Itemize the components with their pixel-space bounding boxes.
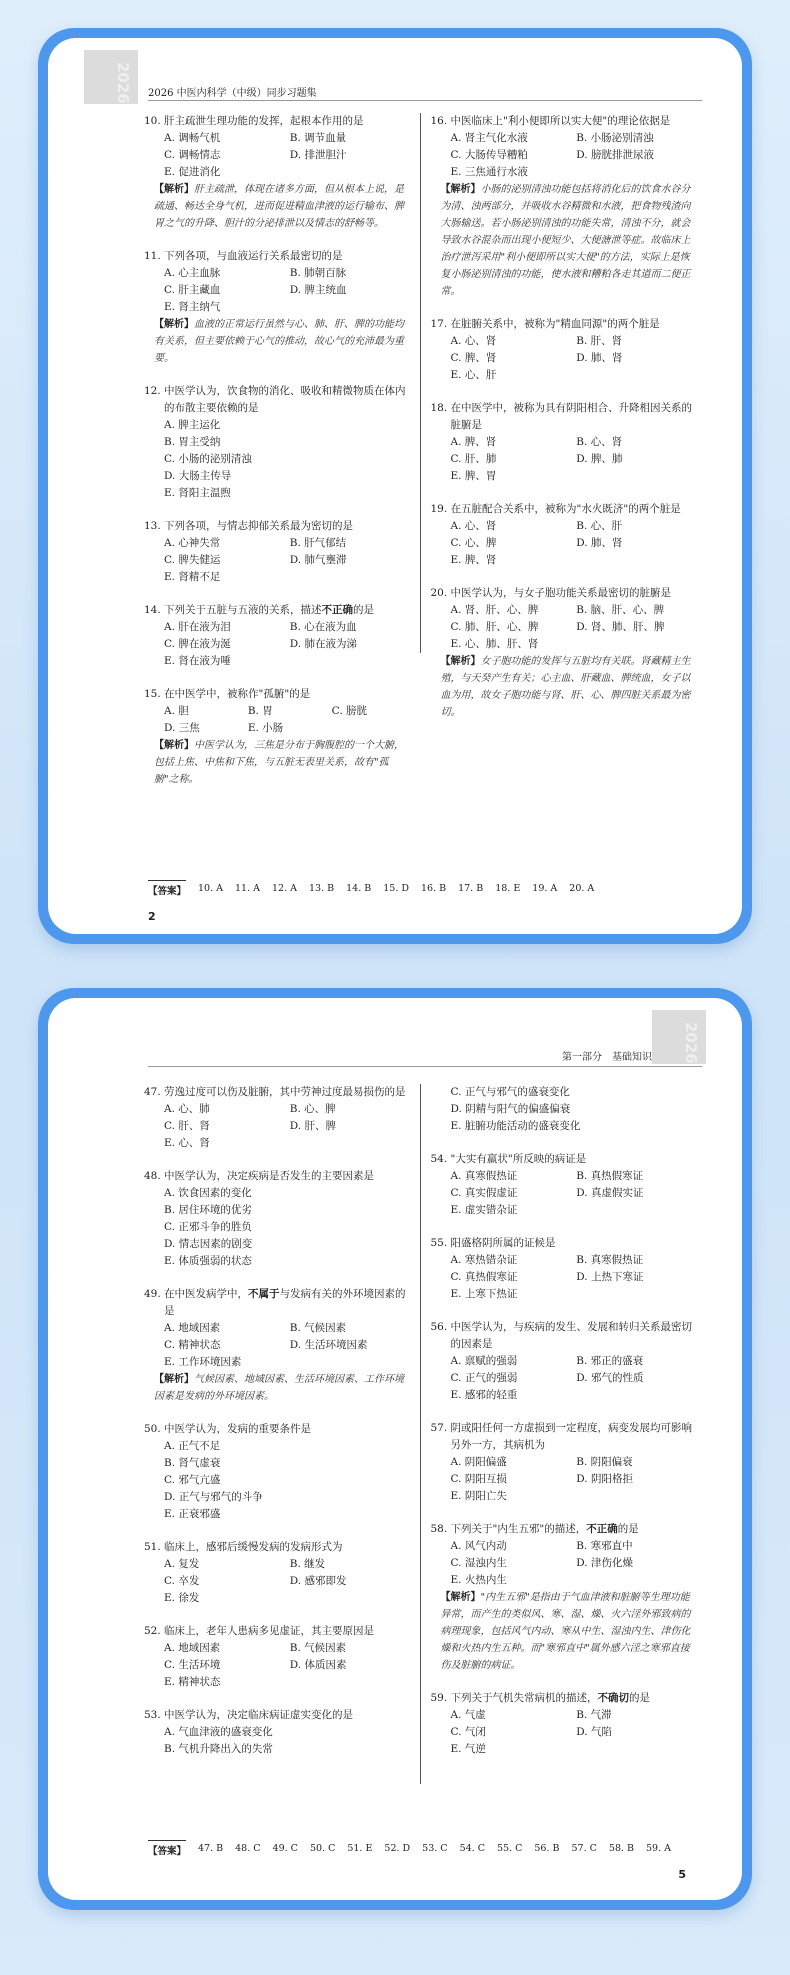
option-item: D. 气陷 xyxy=(576,1726,612,1738)
question xyxy=(144,1623,410,1691)
question-stem: 12. 中医学认为，饮食物的消化、吸收和精微物质在体内的布散主要依赖的是 xyxy=(144,385,406,414)
option-item: B. 居住环境的优劣 xyxy=(164,1204,252,1216)
option-item: A. 肝在液为泪 xyxy=(164,621,231,633)
answer-item: 19. A xyxy=(532,883,558,894)
question-stem: 57. 阴或阳任何一方虚损到一定程度，病变发展均可影响另外一方，其病机为 xyxy=(430,1422,693,1451)
option-item: E. 小肠 xyxy=(247,722,284,734)
options-list xyxy=(431,518,697,569)
option-item: A. 真寒假热证 xyxy=(450,1170,518,1182)
option-item: A. 地域因素 xyxy=(164,1322,221,1334)
analysis-tag: 【解析】 xyxy=(440,656,481,667)
option-item: C. 肝、肺 xyxy=(450,453,497,465)
question xyxy=(431,1521,697,1674)
question-stem: 19. 在五脏配合关系中，被称为"水火既济"的两个脏是 xyxy=(430,503,681,515)
option-item: C. 脾、肾 xyxy=(450,352,497,364)
options-list xyxy=(431,1454,697,1505)
option-item: B. 肺朝百脉 xyxy=(289,267,347,279)
option-item: C. 阴阳互损 xyxy=(450,1473,507,1485)
option-item: B. 心、肝 xyxy=(576,520,623,532)
left-column xyxy=(144,113,421,785)
question-stem: 51. 临床上，感邪后缓慢发病的发病形式为 xyxy=(144,1541,343,1553)
question-stem: 16. 中医临床上"利小便即所以实大便"的理论依据是 xyxy=(430,115,671,127)
question xyxy=(431,400,697,485)
question-stem: 54. "大实有羸状"所反映的病证是 xyxy=(430,1153,587,1165)
page-2 xyxy=(48,38,742,934)
question-stem-text: 58. 下列关于"内生五邪"的描述， xyxy=(430,1523,587,1535)
question-stem xyxy=(431,1521,697,1538)
options-list xyxy=(144,1556,410,1607)
options-list xyxy=(431,1168,697,1219)
option-item: E. 上寒下热证 xyxy=(450,1288,518,1300)
answer-key-label: 【答案】 xyxy=(148,880,186,897)
option-item: A. 禀赋的强弱 xyxy=(450,1355,518,1367)
question-stem-text: 的是 xyxy=(353,604,375,616)
option-item: A. 肾、肝、心、脾 xyxy=(450,604,539,616)
answer-item: 56. B xyxy=(534,1843,560,1854)
options-list xyxy=(144,1320,410,1371)
question xyxy=(144,602,410,670)
options-list xyxy=(431,602,697,653)
option-item: A. 脾主运化 xyxy=(164,419,221,431)
page-5-frame xyxy=(38,988,752,1910)
option-item: D. 津伤化燥 xyxy=(576,1557,633,1569)
option-item: E. 促进消化 xyxy=(164,166,221,178)
option-item: D. 阴精与阳气的偏盛偏衰 xyxy=(450,1103,571,1115)
running-head: 2026 中医内科学（中级）同步习题集 xyxy=(148,88,317,99)
question-stem: 18. 在中医学中，被称为具有阴阳相合、升降相因关系的脏腑是 xyxy=(430,402,693,431)
option-item: E. 工作环境因素 xyxy=(164,1356,242,1368)
option-item: C. 小肠的泌别清浊 xyxy=(164,453,252,465)
question-emphasis: 不属于 xyxy=(248,1288,280,1300)
answer-key xyxy=(148,880,702,897)
answer-item: 48. C xyxy=(235,1843,261,1854)
option-item: C. 气闭 xyxy=(450,1726,486,1738)
options-list xyxy=(431,130,697,181)
options-list xyxy=(144,1724,410,1758)
page-2-frame xyxy=(38,28,752,944)
question-stem-text: 49. 在中医发病学中， xyxy=(144,1288,249,1300)
option-item: B. 气候因素 xyxy=(289,1322,347,1334)
answer-key-label: 【答案】 xyxy=(148,1840,186,1857)
option-item: B. 肝气郁结 xyxy=(289,537,347,549)
option-item: C. 湿浊内生 xyxy=(450,1557,507,1569)
question xyxy=(431,1319,697,1404)
option-item: A. 调畅气机 xyxy=(164,132,221,144)
option-item: C. 大肠传导糟粕 xyxy=(450,149,528,161)
option-item: D. 肝、脾 xyxy=(289,1120,336,1132)
option-item: E. 虚实错杂证 xyxy=(450,1204,518,1216)
analysis-tag: 【解析】 xyxy=(440,1592,481,1603)
option-item: D. 排泄胆汁 xyxy=(289,149,347,161)
option-item: D. 真虚假实证 xyxy=(576,1187,644,1199)
option-item: C. 脾在液为涎 xyxy=(164,638,231,650)
option-item: C. 正气的强弱 xyxy=(450,1372,518,1384)
option-item: D. 正气与邪气的斗争 xyxy=(164,1491,263,1503)
option-item: C. 脾失健运 xyxy=(164,554,221,566)
option-item: A. 胆 xyxy=(164,705,189,717)
option-item: A. 饮食因素的变化 xyxy=(164,1187,252,1199)
options-list xyxy=(431,434,697,485)
analysis-text: 血液的正常运行虽然与心、肺、肝、脾的功能均有关系，但主要依赖于心气的推动，故心气的充沛最为重要。 xyxy=(154,319,404,364)
option-item: D. 膀胱排泄尿液 xyxy=(576,149,654,161)
option-item: C. 膀胱 xyxy=(331,705,367,717)
option-item: B. 心、肾 xyxy=(576,436,623,448)
year-tab: 2026 xyxy=(84,50,138,104)
question xyxy=(431,1690,697,1758)
analysis-tag: 【解析】 xyxy=(440,184,481,195)
analysis-tag: 【解析】 xyxy=(154,740,194,751)
analysis-tag: 【解析】 xyxy=(154,1374,194,1385)
option-item: D. 阴阳格拒 xyxy=(576,1473,633,1485)
option-item: E. 心、肝 xyxy=(450,369,497,381)
question-stem: 53. 中医学认为，决定临床病证虚实变化的是 xyxy=(144,1709,354,1721)
option-item: A. 心神失常 xyxy=(164,537,221,549)
option-item: E. 脾、肾 xyxy=(450,554,497,566)
header-rule xyxy=(148,100,702,101)
options-list xyxy=(431,1707,697,1758)
option-item: B. 脑、肝、心、脾 xyxy=(576,604,665,616)
question-stem: 56. 中医学认为，与疾病的发生、发展和转归关系最密切的因素是 xyxy=(430,1321,693,1350)
question-emphasis: 不确切 xyxy=(597,1692,630,1704)
answer-item: 18. E xyxy=(495,883,521,894)
option-item: D. 上热下寒证 xyxy=(576,1271,644,1283)
question xyxy=(144,686,410,788)
analysis-text: 中医学认为，三焦是分布于胸腹腔的一个大腑，包括上焦、中焦和下焦，与五脏无表里关系，故有"孤腑"之称。 xyxy=(154,740,404,785)
options-list xyxy=(144,1185,410,1270)
question-columns xyxy=(144,113,696,785)
question xyxy=(144,1084,410,1152)
analysis-tag: 【解析】 xyxy=(154,319,194,330)
option-item: E. 脏腑功能活动的盛衰变化 xyxy=(450,1120,581,1132)
option-item: D. 感邪即发 xyxy=(289,1575,347,1587)
option-item: E. 徐发 xyxy=(164,1592,200,1604)
answer-item: 57. C xyxy=(571,1843,597,1854)
options-list xyxy=(431,1252,697,1303)
options-list xyxy=(144,417,410,502)
option-item: C. 肺、肝、心、脾 xyxy=(450,621,539,633)
question xyxy=(144,1168,410,1270)
answer-item: 55. C xyxy=(496,1843,523,1854)
option-item: B. 阴阳偏衰 xyxy=(576,1456,633,1468)
year-tab: 2026 xyxy=(652,1010,706,1064)
option-item: C. 卒发 xyxy=(164,1575,200,1587)
option-item: E. 心、肾 xyxy=(164,1137,210,1149)
question-stem xyxy=(431,1690,697,1707)
question xyxy=(431,1084,697,1135)
question xyxy=(431,1235,697,1303)
option-item: A. 正气不足 xyxy=(164,1440,221,1452)
question xyxy=(431,501,697,569)
question-stem xyxy=(144,1286,410,1320)
answer-item: 50. C xyxy=(309,1843,336,1854)
answer-item: 47. B xyxy=(198,1843,224,1854)
question-stem-text: 的是 xyxy=(617,1523,639,1535)
option-item: D. 脾、肺 xyxy=(576,453,623,465)
question-stem: 48. 中医学认为，决定疾病是否发生的主要因素是 xyxy=(144,1170,375,1182)
analysis-note xyxy=(144,316,410,367)
answer-item: 49. C xyxy=(272,1843,298,1854)
question-stem: 55. 阳盛格阴所属的证候是 xyxy=(430,1237,556,1249)
option-item: C. 肝、肾 xyxy=(164,1120,210,1132)
option-item: E. 阴阳亡失 xyxy=(450,1490,507,1502)
option-item: A. 心、肾 xyxy=(450,520,497,532)
question xyxy=(144,113,410,232)
option-item: E. 肾精不足 xyxy=(164,571,221,583)
right-column xyxy=(421,1084,697,1784)
option-item: D. 肺在液为涕 xyxy=(289,638,357,650)
question xyxy=(144,1286,410,1405)
option-item: D. 三焦 xyxy=(164,722,200,734)
analysis-note xyxy=(431,1589,697,1674)
option-item: B. 气滞 xyxy=(576,1709,612,1721)
option-item: E. 脾、胃 xyxy=(450,470,497,482)
option-item: E. 感邪的轻重 xyxy=(450,1389,518,1401)
option-item: D. 肺、肾 xyxy=(576,537,623,549)
question-stem: 17. 在脏腑关系中，被称为"精血同源"的两个脏是 xyxy=(430,318,660,330)
option-item: A. 心主血脉 xyxy=(164,267,221,279)
answer-item: 12. A xyxy=(272,883,298,894)
answer-item: 51. E xyxy=(347,1843,373,1854)
analysis-note xyxy=(431,181,697,300)
page-number: 2 xyxy=(148,910,156,923)
analysis-note xyxy=(144,737,410,788)
options-list xyxy=(144,619,410,670)
option-item: D. 大肠主传导 xyxy=(164,470,232,482)
question-stem: 15. 在中医学中，被称作"孤腑"的是 xyxy=(144,688,311,700)
question-columns xyxy=(144,1084,696,1784)
option-item: E. 肾主纳气 xyxy=(164,301,221,313)
option-item: E. 肾阳主温煦 xyxy=(164,487,231,499)
options-list xyxy=(144,1438,410,1523)
answer-item: 15. D xyxy=(383,883,409,894)
option-item: A. 心、肺 xyxy=(164,1103,210,1115)
analysis-text: 女子胞功能的发挥与五脏均有关联。肾藏精主生殖，与天癸产生有关；心主血、肝藏血、脾统血，女子以血为用，故女子胞功能与肾、肝、心、脾四脏关系最为密切。 xyxy=(440,656,691,718)
option-item: C. 调畅情志 xyxy=(164,149,221,161)
question-stem xyxy=(144,602,410,619)
question xyxy=(431,1420,697,1505)
analysis-text: 肝主疏泄，体现在诸多方面，但从根本上说，是疏通、畅达全身气机，进而促进精血津液的运行输布、脾胃之气的升降、胆汁的分泌排泄以及情志的舒畅等。 xyxy=(154,184,404,229)
question-stem-text: 的是 xyxy=(629,1692,651,1704)
option-item: E. 火热内生 xyxy=(450,1574,507,1586)
question xyxy=(144,518,410,586)
option-item: A. 肾主气化水液 xyxy=(450,132,528,144)
analysis-note xyxy=(431,653,697,721)
option-item: C. 正邪斗争的胜负 xyxy=(164,1221,252,1233)
options-list xyxy=(144,1640,410,1691)
option-item: B. 气机升降出入的失常 xyxy=(164,1743,273,1755)
option-item: E. 正衰邪盛 xyxy=(164,1508,221,1520)
question-stem: 10. 肝主疏泄生理功能的发挥，起根本作用的是 xyxy=(144,115,364,127)
option-item: E. 体质强弱的状态 xyxy=(164,1255,252,1267)
options-list xyxy=(144,265,410,316)
option-item: C. 生活环境 xyxy=(164,1659,221,1671)
question xyxy=(144,1539,410,1607)
answer-item: 10. A xyxy=(198,883,224,894)
option-item: D. 肺、肾 xyxy=(576,352,623,364)
option-item: D. 肾、肺、肝、脾 xyxy=(576,621,665,633)
option-item: B. 调节血量 xyxy=(289,132,347,144)
option-item: B. 真寒假热证 xyxy=(576,1254,644,1266)
options-list xyxy=(431,1538,697,1589)
option-item: B. 肝、肾 xyxy=(576,335,623,347)
option-item: B. 邪正的盛衰 xyxy=(576,1355,644,1367)
header-rule xyxy=(148,1066,702,1067)
answer-item: 59. A xyxy=(646,1843,672,1854)
option-item: C. 精神状态 xyxy=(164,1339,221,1351)
answer-item: 14. B xyxy=(346,883,372,894)
question-stem: 20. 中医学认为，与女子胞功能关系最密切的脏腑是 xyxy=(430,587,672,599)
option-item: B. 真热假寒证 xyxy=(576,1170,644,1182)
option-item: E. 气逆 xyxy=(450,1743,486,1755)
options-list xyxy=(431,1084,697,1135)
question-stem: 52. 临床上，老年人患病多见虚证，其主要原因是 xyxy=(144,1625,375,1637)
question xyxy=(431,113,697,300)
option-item: D. 情志因素的剧变 xyxy=(164,1238,253,1250)
question xyxy=(144,1421,410,1523)
question-stem: 13. 下列各项，与情志抑郁关系最为密切的是 xyxy=(144,520,354,532)
analysis-text: 气候因素、地域因素、生活环境因素、工作环境因素是发病的外环境因素。 xyxy=(154,1374,404,1402)
question xyxy=(144,383,410,502)
option-item: A. 气血津液的盛衰变化 xyxy=(164,1726,273,1738)
analysis-note xyxy=(144,181,410,232)
option-item: C. 邪气亢盛 xyxy=(164,1474,221,1486)
question-stem: 11. 下列各项，与血液运行关系最密切的是 xyxy=(144,250,343,262)
option-item: B. 继发 xyxy=(289,1558,326,1570)
question xyxy=(144,1707,410,1758)
question-emphasis: 不正确 xyxy=(321,604,354,616)
question-stem: 47. 劳逸过度可以伤及脏腑，其中劳神过度最易损伤的是 xyxy=(144,1086,406,1098)
answer-item: 13. B xyxy=(309,883,335,894)
option-item: A. 风气内动 xyxy=(450,1540,507,1552)
question xyxy=(431,585,697,721)
option-item: D. 肺气壅滞 xyxy=(289,554,347,566)
option-item: B. 气候因素 xyxy=(289,1642,347,1654)
option-item: E. 心、肺、肝、肾 xyxy=(450,638,539,650)
option-item: A. 脾、肾 xyxy=(450,436,497,448)
answer-key xyxy=(148,1840,702,1857)
option-item: A. 地域因素 xyxy=(164,1642,221,1654)
option-item: C. 肝主藏血 xyxy=(164,284,221,296)
option-item: D. 生活环境因素 xyxy=(289,1339,368,1351)
answer-item: 20. A xyxy=(569,883,595,894)
analysis-tag: 【解析】 xyxy=(154,184,194,195)
page-5 xyxy=(48,998,742,1900)
option-item: A. 复发 xyxy=(164,1558,200,1570)
question-emphasis: 不正确 xyxy=(586,1523,618,1535)
answer-item: 52. D xyxy=(384,1843,411,1854)
option-item: D. 邪气的性质 xyxy=(576,1372,644,1384)
options-list xyxy=(144,703,410,737)
options-list xyxy=(144,535,410,586)
option-item: D. 体质因素 xyxy=(289,1659,347,1671)
analysis-text: "内生五邪"是指由于气血津液和脏腑等生理功能异常，而产生的类似风、寒、湿、燥、火六淫外邪致病的病理现象，包括风气内动、寒从中生、湿浊内生、津伤化燥和火热内生五种。而"寒邪直中"属外感六淫之寒邪直接伤及脏腑的病证。 xyxy=(440,1592,691,1671)
answer-item: 16. B xyxy=(420,883,447,894)
option-item: A. 气虚 xyxy=(450,1709,486,1721)
question-stem-text: 与发病有关的外环境因素的是 xyxy=(164,1288,406,1317)
running-head: 第一部分 基础知识 xyxy=(562,1052,652,1063)
answer-item: 11. A xyxy=(235,883,261,894)
options-list xyxy=(431,333,697,384)
option-item: C. 真热假寒证 xyxy=(450,1271,518,1283)
option-item: C. 心、脾 xyxy=(450,537,497,549)
option-item: B. 心、脾 xyxy=(289,1103,336,1115)
option-item: C. 正气与邪气的盛衰变化 xyxy=(450,1086,570,1098)
options-list xyxy=(144,130,410,181)
right-column xyxy=(421,113,697,718)
option-item: E. 肾在液为唾 xyxy=(164,655,231,667)
option-item: B. 寒邪直中 xyxy=(576,1540,633,1552)
answer-item: 17. B xyxy=(458,883,484,894)
option-item: A. 心、肾 xyxy=(450,335,497,347)
answer-item: 54. C xyxy=(459,1843,485,1854)
answer-item: 53. C xyxy=(422,1843,448,1854)
question xyxy=(144,248,410,367)
option-item: A. 寒热错杂证 xyxy=(450,1254,518,1266)
option-item: E. 三焦通行水液 xyxy=(450,166,528,178)
option-item: B. 胃 xyxy=(247,705,273,717)
option-item: C. 真实假虚证 xyxy=(450,1187,518,1199)
option-item: B. 胃主受纳 xyxy=(164,436,221,448)
analysis-text: 小肠的泌别清浊功能包括将消化后的饮食水谷分为清、浊两部分，并吸收水谷精微和水液，把食物残渣向大肠输送。若小肠泌别清浊的功能失常，清浊不分，就会导致水谷混杂而出现小便短少、大便溏泄等症。故临床上治疗泄泻采用"利小便即所以实大便"的方法，实际上是恢复小肠泌别清浊的功能，使水液和糟粕各走其道而二便正常。 xyxy=(440,184,691,297)
answer-item: 58. B xyxy=(608,1843,635,1854)
options-list xyxy=(144,1101,410,1152)
option-item: B. 心在液为血 xyxy=(289,621,357,633)
option-item: A. 阴阳偏盛 xyxy=(450,1456,507,1468)
left-column xyxy=(144,1084,421,1784)
option-item: B. 小肠泌别清浊 xyxy=(576,132,654,144)
question-stem: 50. 中医学认为，发病的重要条件是 xyxy=(144,1423,312,1435)
options-list xyxy=(431,1353,697,1404)
option-item: D. 脾主统血 xyxy=(289,284,347,296)
question xyxy=(431,316,697,384)
question xyxy=(431,1151,697,1219)
option-item: B. 肾气虚衰 xyxy=(164,1457,221,1469)
question-stem-text: 59. 下列关于气机失常病机的描述， xyxy=(430,1692,598,1704)
page-number: 5 xyxy=(678,1868,686,1881)
option-item: E. 精神状态 xyxy=(164,1676,221,1688)
analysis-note xyxy=(144,1371,410,1405)
question-stem-text: 14. 下列关于五脏与五液的关系，描述 xyxy=(144,604,322,616)
